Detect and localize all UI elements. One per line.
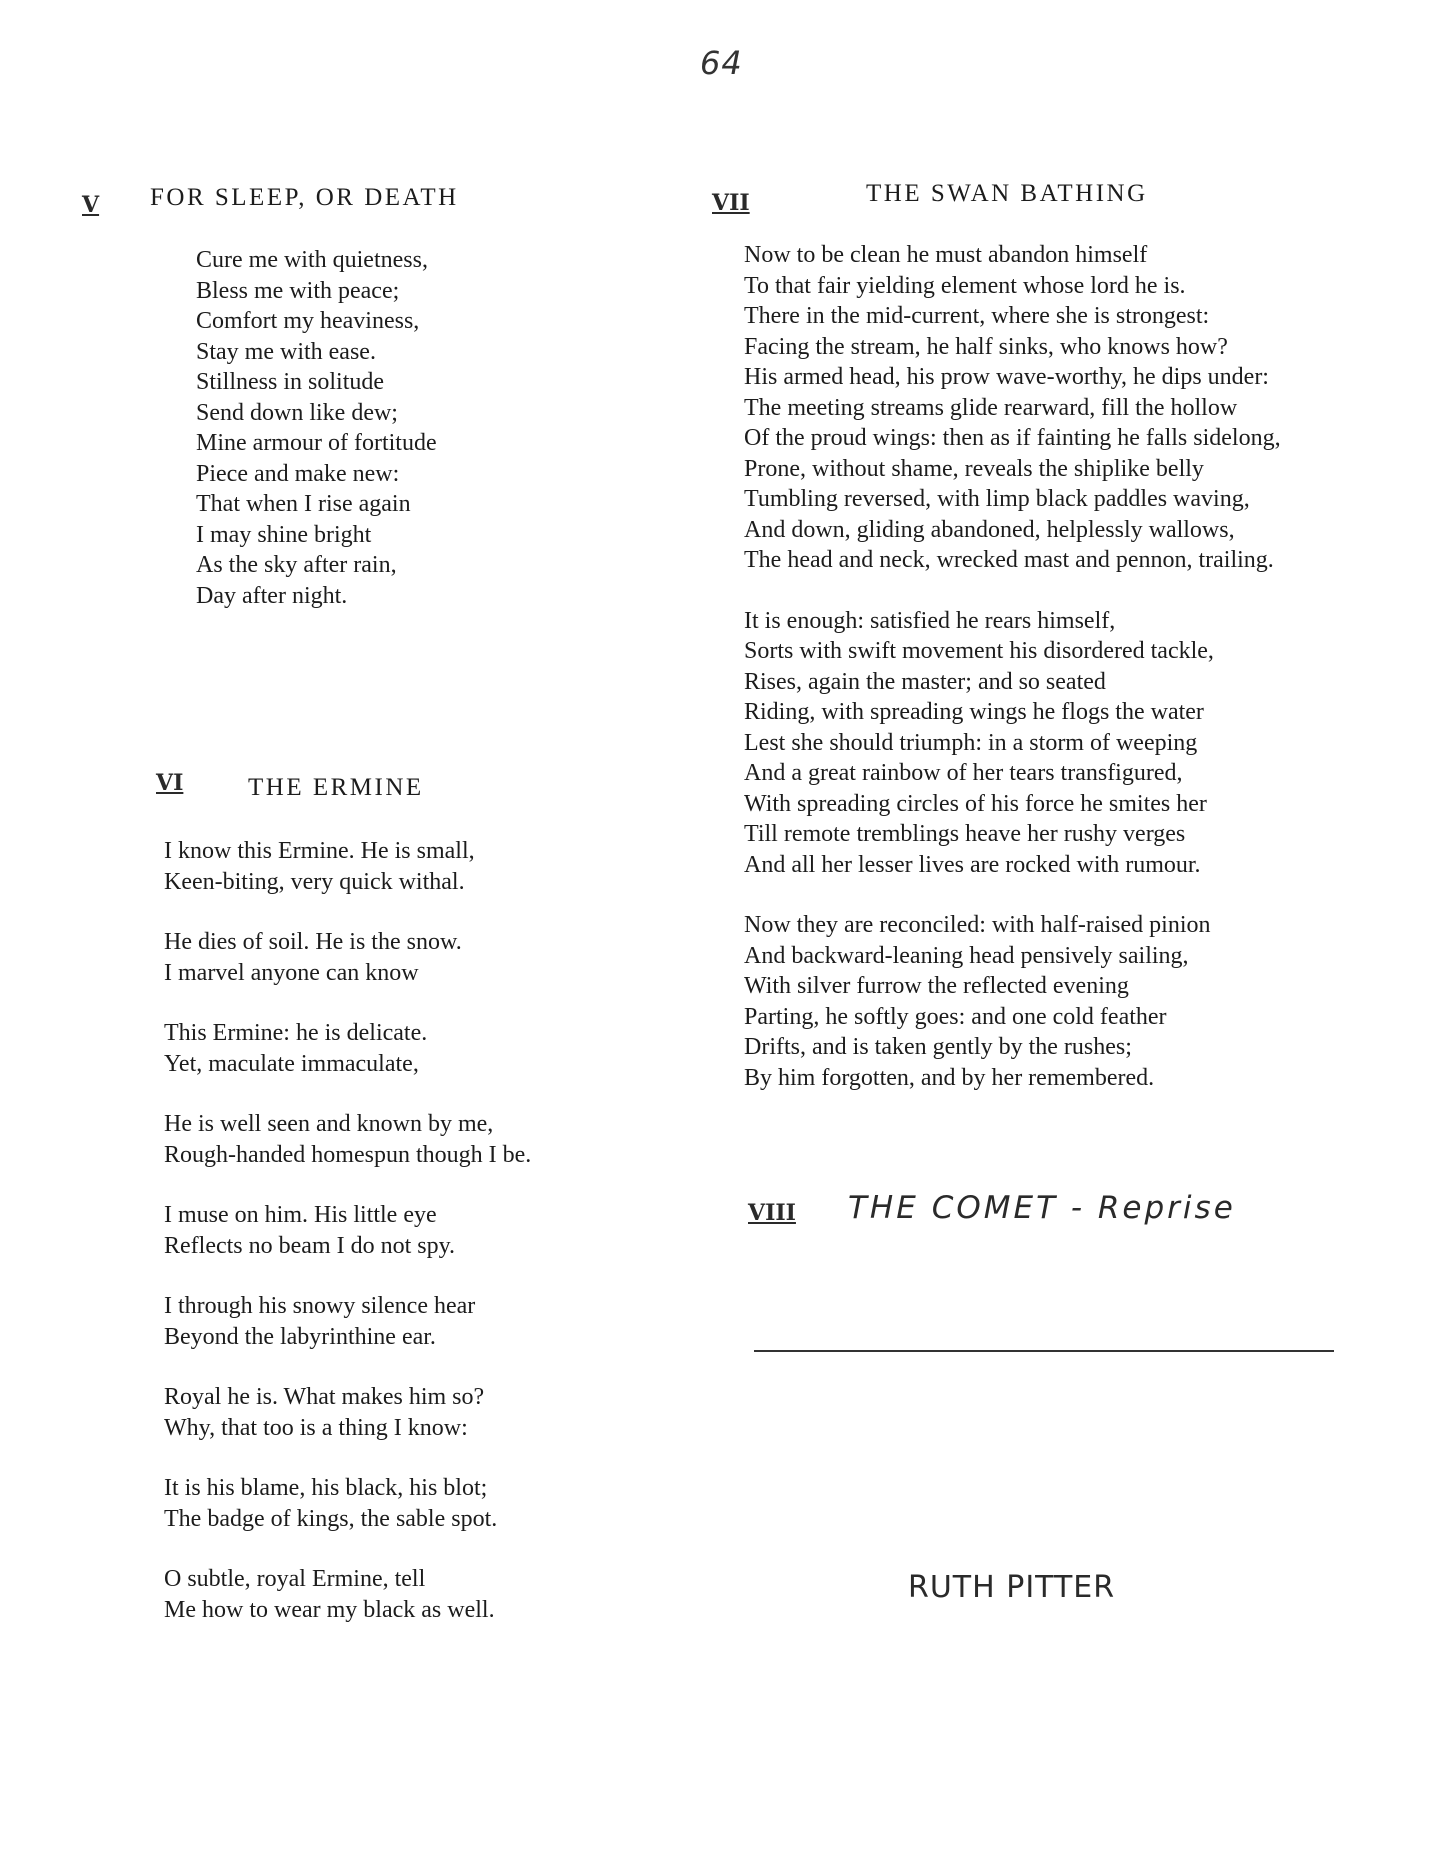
poem-body (196, 245, 437, 641)
poem-line: Stillness in solitude (196, 369, 385, 395)
stanza (164, 1018, 531, 1079)
poem-line: As the sky after rain, (196, 552, 397, 578)
poem-line: Till remote tremblings heave her rushy verges (744, 821, 1186, 847)
poem-line: It is his blame, his black, his blot; (164, 1475, 488, 1501)
poem-line: He is well seen and known by me, (164, 1111, 494, 1137)
poem-line: The meeting streams glide rearward, fill the hollow (744, 394, 1238, 421)
poem-line: Stay me with ease. (196, 338, 376, 365)
poem-line: I marvel anyone can know (164, 959, 419, 986)
poem-line: Piece and make new: (196, 460, 400, 487)
poem-line: Now they are reconciled: with half-raised pinion (744, 912, 1211, 938)
poem-title: FOR SLEEP, OR DEATH (150, 184, 459, 211)
poem-line: There in the mid-current, where she is strongest: (744, 303, 1210, 329)
poem-line: Send down like dew; (196, 399, 398, 426)
stanza (744, 240, 1281, 576)
poem-line: Sorts with swift movement his disordered tackle, (744, 638, 1214, 664)
section-numeral: VII (712, 190, 750, 216)
poem-line: Of the proud wings: then as if fainting he falls sidelong, (744, 425, 1281, 451)
stanza (744, 910, 1281, 1093)
poem-line: And down, gliding abandoned, helplessly wallows, (744, 516, 1235, 543)
poem-line: Mine armour of fortitude (196, 430, 437, 456)
stanza (164, 1291, 531, 1352)
poem-line: It is enough: satisfied he rears himself, (744, 607, 1116, 634)
poem-line: Day after night. (196, 582, 348, 609)
stanza (164, 1109, 531, 1170)
poem-line: The head and neck, wrecked mast and pennon, trailing. (744, 547, 1274, 573)
poem-line: And all her lesser lives are rocked with rumour. (744, 851, 1201, 878)
poem-line: I may shine bright (196, 521, 372, 548)
stanza (164, 1382, 531, 1443)
stanza (196, 245, 437, 611)
section-numeral: VIII (748, 1200, 796, 1226)
poem-title: THE SWAN BATHING (866, 180, 1148, 207)
poem-line: Rough-handed homespun though I be. (164, 1141, 532, 1168)
stanza (744, 606, 1281, 881)
poem-line: Yet, maculate immaculate, (164, 1050, 419, 1077)
poem-line: Now to be clean he must abandon himself (744, 242, 1148, 268)
poem-line: Drifts, and is taken gently by the rushes; (744, 1034, 1132, 1060)
poem-line: I know this Ermine. He is small, (164, 838, 475, 864)
stanza (164, 836, 531, 897)
poem-line: By him forgotten, and by her remembered. (744, 1064, 1155, 1091)
poem-line: Facing the stream, he half sinks, who knows how? (744, 333, 1228, 360)
poem-line: Beyond the labyrinthine ear. (164, 1323, 436, 1350)
poem-line: Riding, with spreading wings he flogs the water (744, 699, 1204, 725)
poem-line: To that fair yielding element whose lord he is. (744, 272, 1186, 299)
poem-title: THE ERMINE (248, 774, 424, 801)
poem-line: Comfort my heaviness, (196, 308, 420, 334)
handwritten-reprise-note: THE COMET - Reprise (848, 1190, 1236, 1226)
author-name: RUTH PITTER (908, 1570, 1116, 1605)
poem-line: Keen-biting, very quick withal. (164, 868, 465, 895)
poem-body (164, 836, 531, 1655)
page-number: 64 (700, 44, 743, 82)
poem-line: Cure me with quietness, (196, 247, 428, 273)
section-numeral: V (82, 192, 100, 218)
poem-line: The badge of kings, the sable spot. (164, 1505, 498, 1532)
divider-rule (754, 1350, 1334, 1352)
poem-line: Prone, without shame, reveals the shiplike belly (744, 455, 1204, 482)
poem-line: With spreading circles of his force he smites her (744, 790, 1207, 817)
section-numeral: VI (156, 770, 184, 796)
poem-line: O subtle, royal Ermine, tell (164, 1566, 426, 1592)
poem-line: Parting, he softly goes: and one cold feather (744, 1003, 1167, 1030)
poem-line: His armed head, his prow wave-worthy, he dips under: (744, 364, 1269, 390)
poem-line: This Ermine: he is delicate. (164, 1020, 428, 1046)
poem-line: That when I rise again (196, 491, 411, 517)
poem-line: Rises, again the master; and so seated (744, 668, 1106, 695)
poem-line: Bless me with peace; (196, 277, 400, 304)
stanza (164, 1473, 531, 1534)
stanza (164, 1200, 531, 1261)
poem-line: Tumbling reversed, with limp black paddles waving, (744, 486, 1250, 512)
poem-line: Reflects no beam I do not spy. (164, 1232, 456, 1259)
poem-line: Royal he is. What makes him so? (164, 1384, 485, 1410)
poem-line: I through his snowy silence hear (164, 1293, 476, 1319)
poem-body (744, 240, 1281, 1123)
poem-line: And backward-leaning head pensively sailing, (744, 942, 1189, 969)
poem-line: Why, that too is a thing I know: (164, 1414, 468, 1441)
poem-line: He dies of soil. He is the snow. (164, 929, 462, 955)
stanza (164, 1564, 531, 1625)
poem-line: With silver furrow the reflected evening (744, 973, 1129, 999)
poem-line: Me how to wear my black as well. (164, 1596, 495, 1623)
poem-line: I muse on him. His little eye (164, 1202, 437, 1228)
poem-line: And a great rainbow of her tears transfigured, (744, 760, 1183, 786)
stanza (164, 927, 531, 988)
poem-line: Lest she should triumph: in a storm of weeping (744, 729, 1198, 756)
